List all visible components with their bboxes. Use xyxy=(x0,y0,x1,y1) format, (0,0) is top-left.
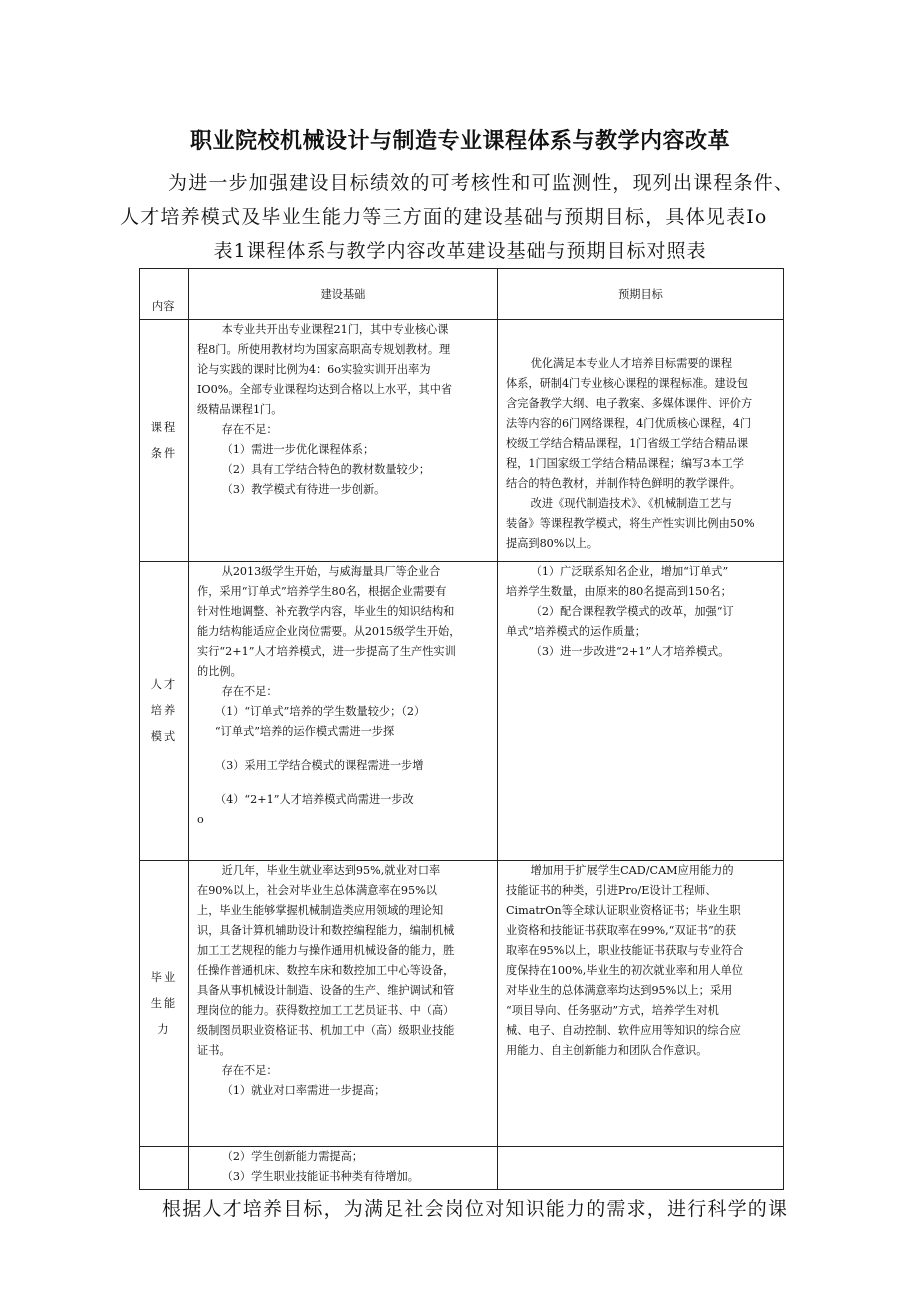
shortage-item: o xyxy=(197,813,204,826)
goal-line: 提高到80%以上。 xyxy=(506,537,598,550)
row-label-line: 课程 xyxy=(150,420,178,434)
goal-line: 装备》等课程教学模式，将生产性实训比例由50% xyxy=(506,517,755,530)
basis-line: 程8门。所使用教材均为国家高职高专规划教材。理 xyxy=(197,343,451,356)
basis-line: 级精品课程1门。 xyxy=(197,403,283,416)
goal-line: （2）配合课程教学模式的改革，加强“订 xyxy=(530,605,734,618)
shortage-item: （2）学生创新能力需提高； xyxy=(221,1150,363,1163)
header-basis: 建设基础 xyxy=(189,269,498,320)
goal-line: 用能力、自主创新能力和团队合作意识。 xyxy=(506,1044,708,1057)
goal-cell xyxy=(498,562,784,861)
goal-line: 单式”培养模式的运作质量； xyxy=(506,625,646,638)
goal-line: 技能证书的种类，引进Pro/E设计工程师、 xyxy=(506,884,717,897)
header-goal: 预期目标 xyxy=(498,269,784,320)
row-label xyxy=(140,861,189,1147)
basis-line: 理岗位的能力。获得数控加工工艺员证书、中（高） xyxy=(197,1004,455,1017)
goal-line: 对毕业生的总体满意率均达到95%以上；采用 xyxy=(506,984,733,997)
goal-line: 械、电子、自动控制、软件应用等知识的综合应 xyxy=(506,1024,741,1037)
row-label-line: 模式 xyxy=(150,730,178,743)
header-content: 内容 xyxy=(152,300,175,313)
basis-line: 实行“2+1”人才培养模式，进一步提高了生产性实训 xyxy=(197,645,456,658)
basis-line: 在90%以上，社会对毕业生总体满意率在95%以 xyxy=(197,884,437,897)
basis-cell xyxy=(189,861,498,1147)
goal-line: 优化满足本专业人才培养目标需要的课程 xyxy=(530,357,733,370)
shortage-title: 存在不足： xyxy=(221,423,278,436)
shortage-title: 存在不足： xyxy=(221,685,278,698)
goal-cell xyxy=(498,1147,784,1190)
shortage-item: （3）教学模式有待进一步创新。 xyxy=(221,483,386,496)
basis-cell xyxy=(189,320,498,562)
basis-line: 识，具备计算机辅助设计和数控编程能力，编制机械 xyxy=(197,924,455,937)
basis-line: 的比例。 xyxy=(197,665,242,678)
row-label-line: 力 xyxy=(157,1022,171,1036)
row-label-line: 生能 xyxy=(150,996,178,1010)
shortage-item: （2）具有工学结合特色的教材数量较少； xyxy=(221,463,431,476)
table-row xyxy=(140,320,784,562)
goal-line: 校级工学结合精品课程，1门省级工学结合精品课 xyxy=(506,437,749,450)
goal-line: 增加用于扩展学生CAD/CAM应用能力的 xyxy=(530,864,734,877)
shortage-item: （1）“订单式”培养的学生数量较少；（2） xyxy=(214,705,426,718)
goal-line: （3）进一步改进“2+1”人才培养模式。 xyxy=(530,645,730,658)
goal-line: 法等内容的6门网络课程，4门优质核心课程，4门 xyxy=(506,417,752,430)
shortage-title: 存在不足： xyxy=(221,1064,278,1077)
basis-line: 任操作普通机床、数控车床和数控加工中心等设备， xyxy=(197,964,455,977)
goal-line: 度保持在100%,毕业生的初次就业率和用人单位 xyxy=(506,964,743,977)
basis-line: 能力结构能适应企业岗位需要。从2015级学生开始， xyxy=(197,625,461,638)
goal-line: 培养学生数量，由原来的80名提高到150名； xyxy=(506,585,732,598)
goal-line: 体系，研制4门专业核心课程的课程标准。建设包 xyxy=(506,377,749,390)
basis-cell xyxy=(189,562,498,861)
header-content-cell xyxy=(140,269,189,320)
row-label-line: 人才 xyxy=(150,678,178,691)
basis-line: IO0%。全部专业课程均达到合格以上水平，其中省 xyxy=(197,383,453,396)
basis-line: 级制图员职业资格证书、机加工中（高）级职业技能 xyxy=(197,1024,455,1037)
table-caption: 表1课程体系与教学内容改革建设基础与预期目标对照表 xyxy=(213,240,707,262)
goal-line: 改进《现代制造技术》、《机械制造工艺与 xyxy=(530,497,732,510)
basis-line: 具备从事机械设计制造、设备的生产、维护调试和管 xyxy=(197,984,455,997)
row-label-line: 毕业 xyxy=(150,970,178,984)
row-label xyxy=(140,562,189,861)
basis-line: 针对性地调整、补充教学内容，毕业生的知识结构和 xyxy=(197,605,455,618)
basis-line: 论与实践的课时比例为4：6o实验实训开出率为 xyxy=(197,363,431,376)
shortage-item: （3）学生职业技能证书种类有待增加。 xyxy=(221,1170,419,1183)
row-label-line: 培养 xyxy=(150,704,178,717)
row-label xyxy=(140,320,189,562)
document-title: 职业院校机械设计与制造专业课程体系与教学内容改革 xyxy=(189,129,730,154)
shortage-item: （4）“2+1”人才培养模式尚需进一步改 xyxy=(214,793,414,806)
goal-line: 含完备教学大纲、电子教案、多媒体课件、评价方 xyxy=(506,397,753,410)
closing-paragraph: 根据人才培养目标，为满足社会岗位对知识能力的需求，进行科学的课 xyxy=(162,1198,789,1220)
basis-line: 从2013级学生开始，与威海量具厂等企业合 xyxy=(221,565,441,578)
goal-line: 程，1门国家级工学结合精品课程；编写3本工学 xyxy=(506,457,744,470)
basis-line: 本专业共开出专业课程21门，其中专业核心课 xyxy=(221,323,449,336)
table-row xyxy=(140,1147,784,1190)
goal-line: 业资格和技能证书获取率在99%,“双证书”的获 xyxy=(506,924,737,937)
goal-line: “项目导向、任务驱动”方式，培养学生对机 xyxy=(506,1004,719,1017)
goal-cell xyxy=(498,320,784,562)
basis-cell xyxy=(189,1147,498,1190)
table-header-row xyxy=(140,269,784,320)
goal-line: 结合的特色教材，并制作特色鲜明的教学课件。 xyxy=(506,477,741,490)
comparison-table xyxy=(139,268,784,1190)
table-row xyxy=(140,562,784,861)
shortage-item: “订单式”培养的运作模式需进一步探 xyxy=(214,725,395,738)
basis-line: 上，毕业生能够掌握机械制造类应用领域的理论知 xyxy=(197,904,444,917)
basis-line: 证书。 xyxy=(197,1044,231,1057)
basis-line: 近几年，毕业生就业率达到95%,就业对口率 xyxy=(221,864,441,877)
goal-line: 取率在95%以上，职业技能证书获取与专业符合 xyxy=(506,944,744,957)
intro-line-1: 为进一步加强建设目标绩效的可考核性和可监测性，现列出课程条件、 xyxy=(168,172,795,194)
goal-line: （1）广泛联系知名企业，增加“订单式” xyxy=(530,565,729,578)
shortage-item: （1）需进一步优化课程体系； xyxy=(221,443,375,456)
intro-line-2: 人才培养模式及毕业生能力等三方面的建设基础与预期目标，具体见表Io xyxy=(120,206,768,228)
table-row xyxy=(140,861,784,1147)
basis-line: 加工工艺规程的能力与操作通用机械设备的能力，胜 xyxy=(197,944,455,957)
shortage-item: （3）采用工学结合模式的课程需进一步增 xyxy=(214,759,424,772)
row-label xyxy=(140,1147,189,1190)
row-label-line: 条件 xyxy=(150,446,178,460)
shortage-item: （1）就业对口率需进一步提高； xyxy=(221,1084,386,1097)
basis-line: 作，采用“订单式”培养学生80名，根据企业需要有 xyxy=(197,585,447,598)
goal-cell xyxy=(498,861,784,1147)
goal-line: CimatrOn等全球认证职业资格证书；毕业生职 xyxy=(506,904,741,917)
